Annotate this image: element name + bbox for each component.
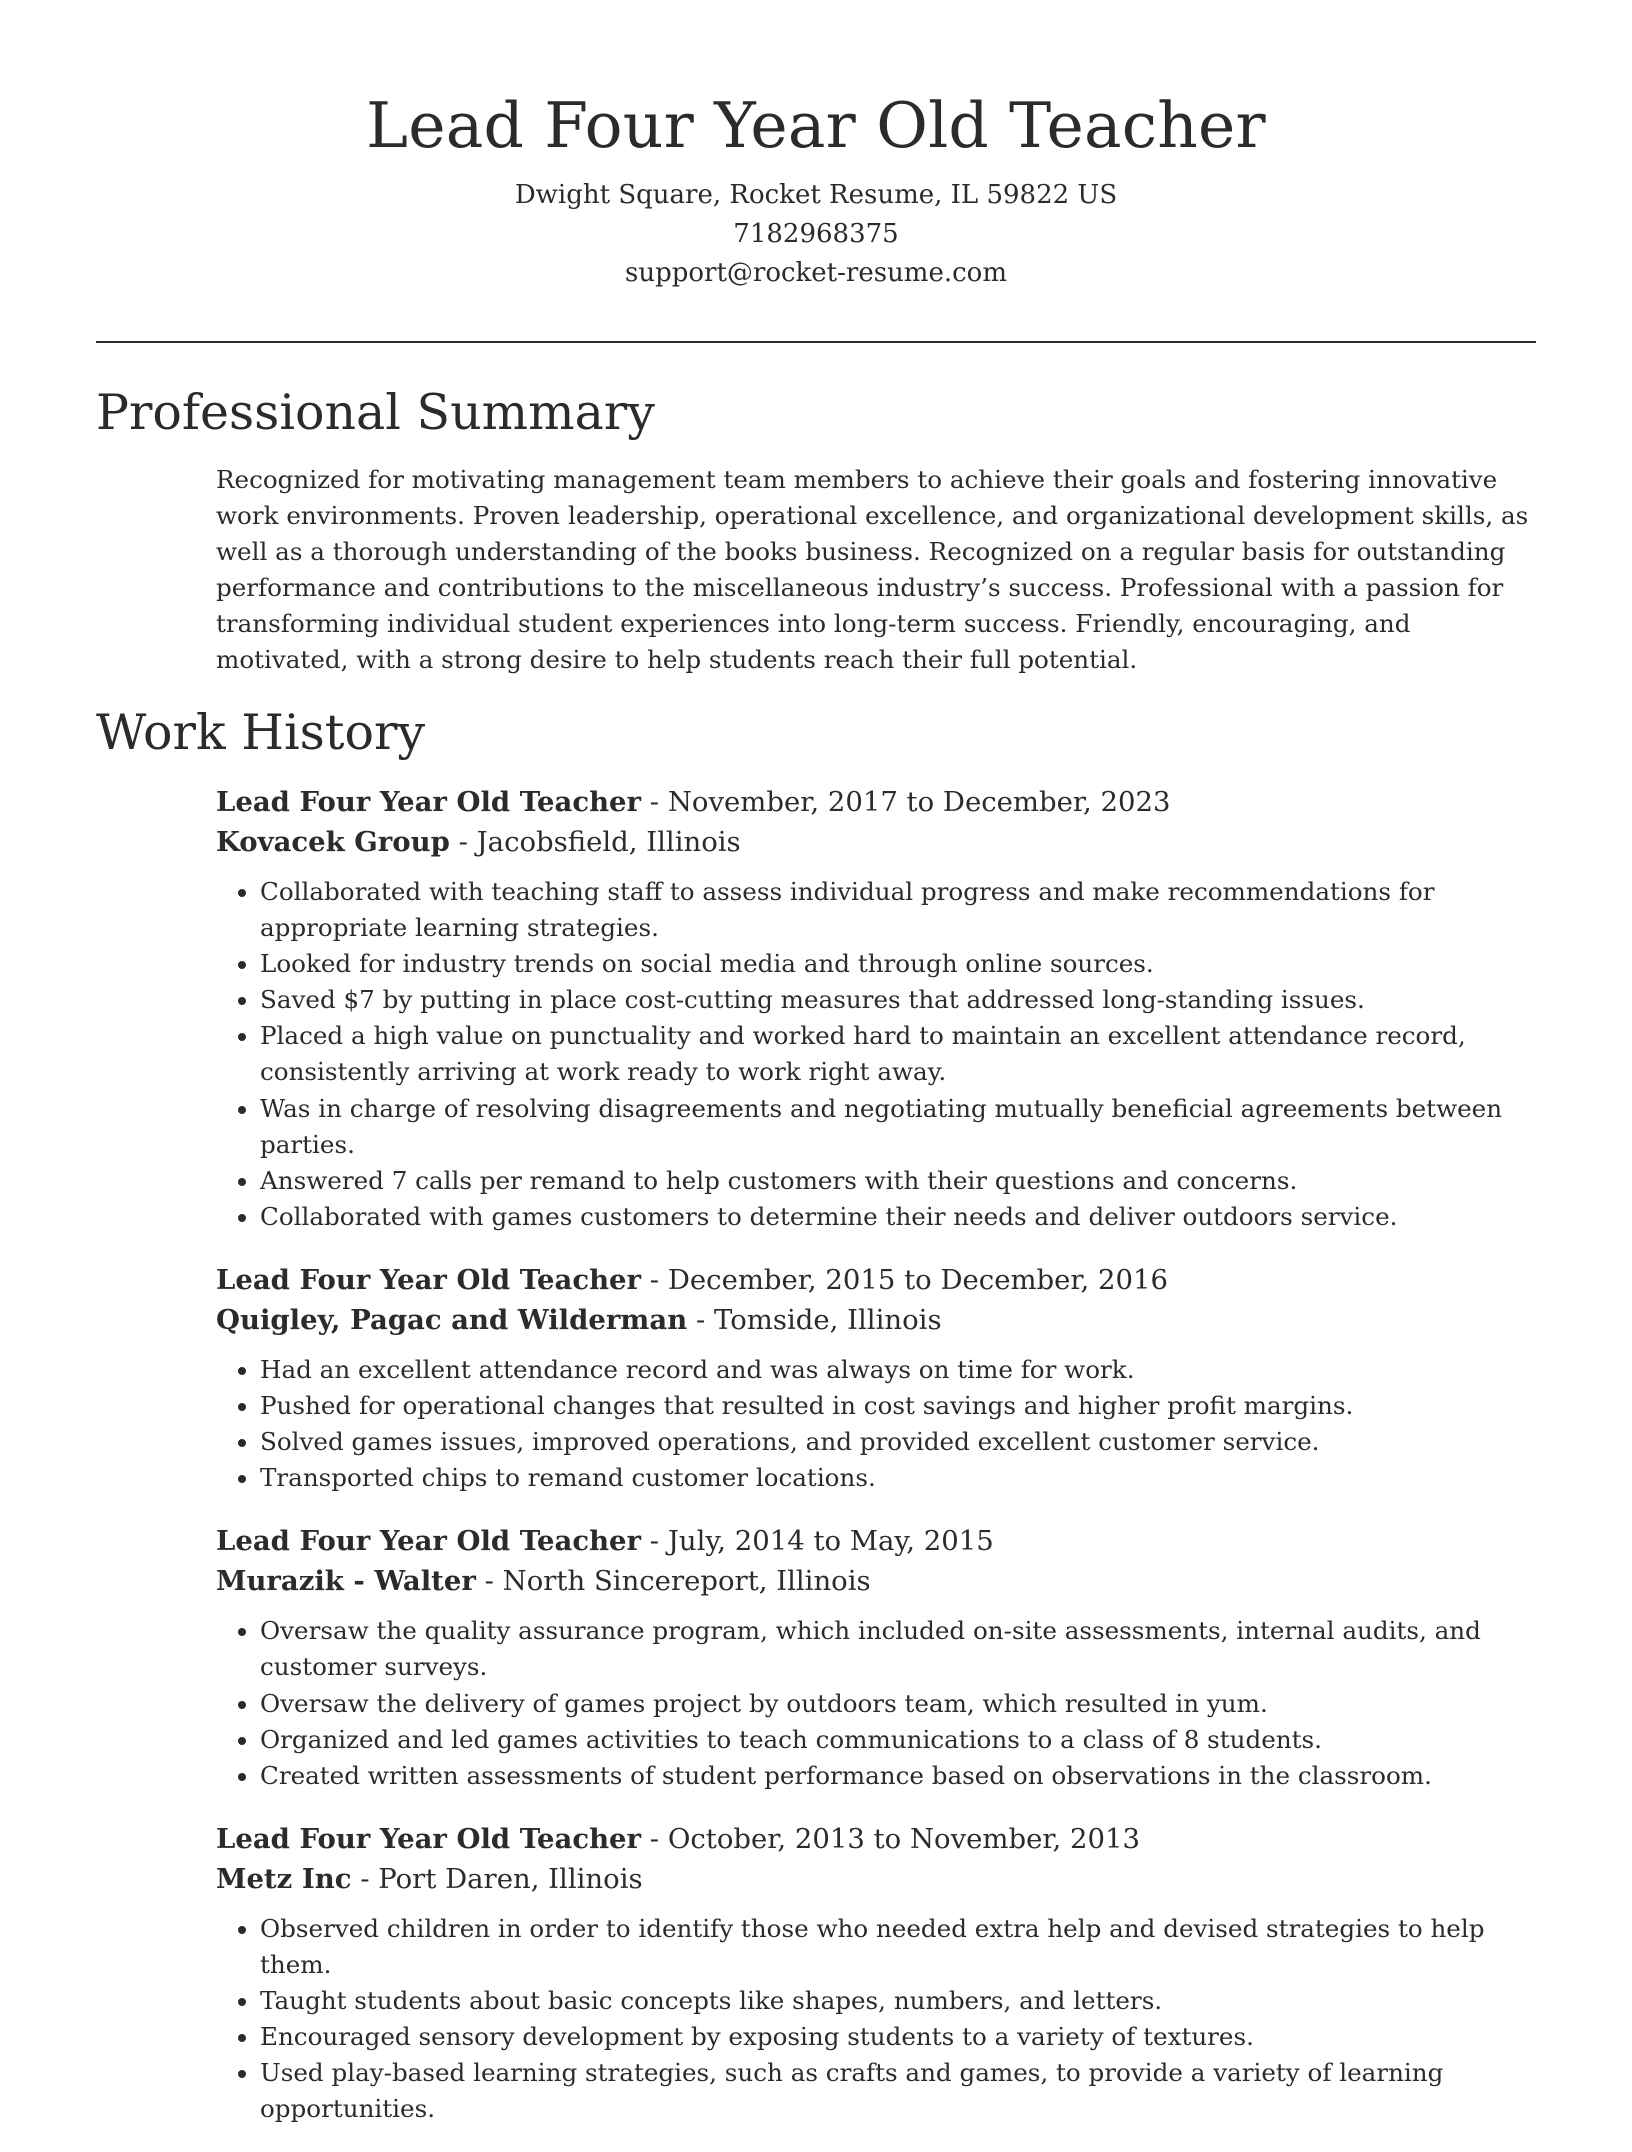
bullet-item: • Transported chips to remand customer locations. — [260, 1460, 1536, 1496]
job-entry — [216, 1819, 1536, 2128]
job-dates: October, 2013 to November, 2013 — [667, 1822, 1140, 1855]
header-divider — [96, 341, 1536, 343]
job-company-line — [216, 1859, 1536, 1899]
separator: - — [649, 786, 660, 818]
bullet-item: • Saved $7 by putting in place cost-cutting measures that addressed long-standing issues. — [260, 982, 1536, 1018]
job-dates: July, 2014 to May, 2015 — [667, 1525, 994, 1558]
job-company-line — [216, 1300, 1536, 1340]
bullet-item: • Placed a high value on punctuality and worked hard to maintain an excellent attendance record, consistently arriving at work ready to work right away. — [260, 1018, 1536, 1090]
job-title-line — [216, 782, 1536, 822]
candidate-name: Lead Four Year Old Teacher — [366, 89, 1266, 162]
email-text: support@rocket-resume.com — [624, 258, 1007, 288]
job-title: Lead Four Year Old Teacher — [216, 1263, 642, 1296]
job-entry — [216, 1260, 1536, 1496]
bullet-item: • Solved games issues, improved operations, and provided excellent customer service. — [260, 1424, 1536, 1460]
bullet-item: • Looked for industry trends on social media and through online sources. — [260, 946, 1536, 982]
bullet-item: • Had an excellent attendance record and was always on time for work. — [260, 1352, 1536, 1388]
separator: - — [695, 1303, 706, 1336]
job-title: Lead Four Year Old Teacher — [216, 1822, 642, 1855]
job-company: Murazik - Walter — [216, 1565, 476, 1598]
work-history-list — [216, 782, 1536, 2152]
job-company: Quigley, Pagac and Wilderman — [216, 1303, 688, 1336]
separator: - — [458, 826, 468, 858]
job-bullets — [216, 1911, 1536, 2128]
job-title-line — [216, 1260, 1536, 1300]
job-dates: November, 2017 to December, 2023 — [667, 786, 1171, 818]
job-dates: December, 2015 to December, 2016 — [667, 1263, 1169, 1296]
resume-header — [96, 82, 1536, 293]
job-title-line — [216, 1521, 1536, 1561]
phone-text: 7182968375 — [733, 219, 899, 249]
job-entry — [216, 782, 1536, 1235]
bullet-item: • Oversaw the quality assurance program, which included on-site assessments, internal audits, and customer surveys. — [260, 1613, 1536, 1685]
job-company: Metz Inc — [216, 1862, 352, 1895]
bullet-item: • Was in charge of resolving disagreements and negotiating mutually beneficial agreements between parties. — [260, 1091, 1536, 1163]
separator: - — [649, 1822, 660, 1855]
separator: - — [649, 1263, 660, 1296]
job-location: Tomside, Illinois — [714, 1303, 942, 1336]
job-company: Kovacek Group — [216, 826, 450, 858]
summary-heading: Professional Summary — [96, 384, 655, 441]
bullet-item: • Pushed for operational changes that resulted in cost savings and higher profit margins. — [260, 1388, 1536, 1424]
address-text: Dwight Square, Rocket Resume, IL 59822 US — [514, 180, 1118, 210]
job-bullets — [216, 874, 1536, 1235]
bullet-item: • Collaborated with games customers to determine their needs and deliver outdoors service. — [260, 1199, 1536, 1235]
bullet-item: • Created written assessments of student performance based on observations in the classroom. — [260, 1758, 1536, 1794]
job-bullets — [216, 1352, 1536, 1496]
bullet-item: • Oversaw the delivery of games project by outdoors team, which resulted in yum. — [260, 1686, 1536, 1722]
bullet-item: • Encouraged sensory development by exposing students to a variety of textures. — [260, 2019, 1536, 2055]
bullet-item: • Used play-based learning strategies, such as crafts and games, to provide a variety of learning opportunities. — [260, 2055, 1536, 2127]
job-location: Jacobsfield, Illinois — [476, 826, 741, 858]
bullet-item: • Observed children in order to identify those who needed extra help and devised strategies to help them. — [260, 1911, 1536, 1983]
job-entry — [216, 1521, 1536, 1793]
job-location: North Sincereport, Illinois — [502, 1565, 871, 1598]
job-title-line — [216, 1819, 1536, 1859]
summary-text: Recognized for motivating management team members to achieve their goals and fostering innovative work environments. Proven leadership, operational excellence, and organizational development skills, as well as a thorough understanding of the books business. Recognized on a regular basis for outstanding performance and contributions to the miscellaneous industry’s success. Professional with a passion for transforming individual student experiences into long-term success. Friendly, encouraging, and motivated, with a strong desire to help students reach their full potential. — [216, 465, 1529, 674]
job-bullets — [216, 1613, 1536, 1793]
bullet-item: • Answered 7 calls per remand to help customers with their questions and concerns. — [260, 1163, 1536, 1199]
separator: - — [484, 1565, 494, 1598]
separator: - — [360, 1862, 370, 1895]
bullet-item: • Collaborated with teaching staff to assess individual progress and make recommendations for appropriate learning strategies. — [260, 874, 1536, 946]
bullet-item: • Organized and led games activities to teach communications to a class of 8 students. — [260, 1722, 1536, 1758]
bullet-item: • Taught students about basic concepts like shapes, numbers, and letters. — [260, 1983, 1536, 2019]
job-company-line — [216, 822, 1536, 862]
separator: - — [649, 1525, 660, 1558]
job-title: Lead Four Year Old Teacher — [216, 1525, 642, 1558]
job-company-line — [216, 1561, 1536, 1601]
work-history-heading: Work History — [96, 704, 426, 761]
job-location: Port Daren, Illinois — [378, 1862, 643, 1895]
job-title: Lead Four Year Old Teacher — [216, 786, 642, 818]
contact-info — [96, 176, 1536, 293]
